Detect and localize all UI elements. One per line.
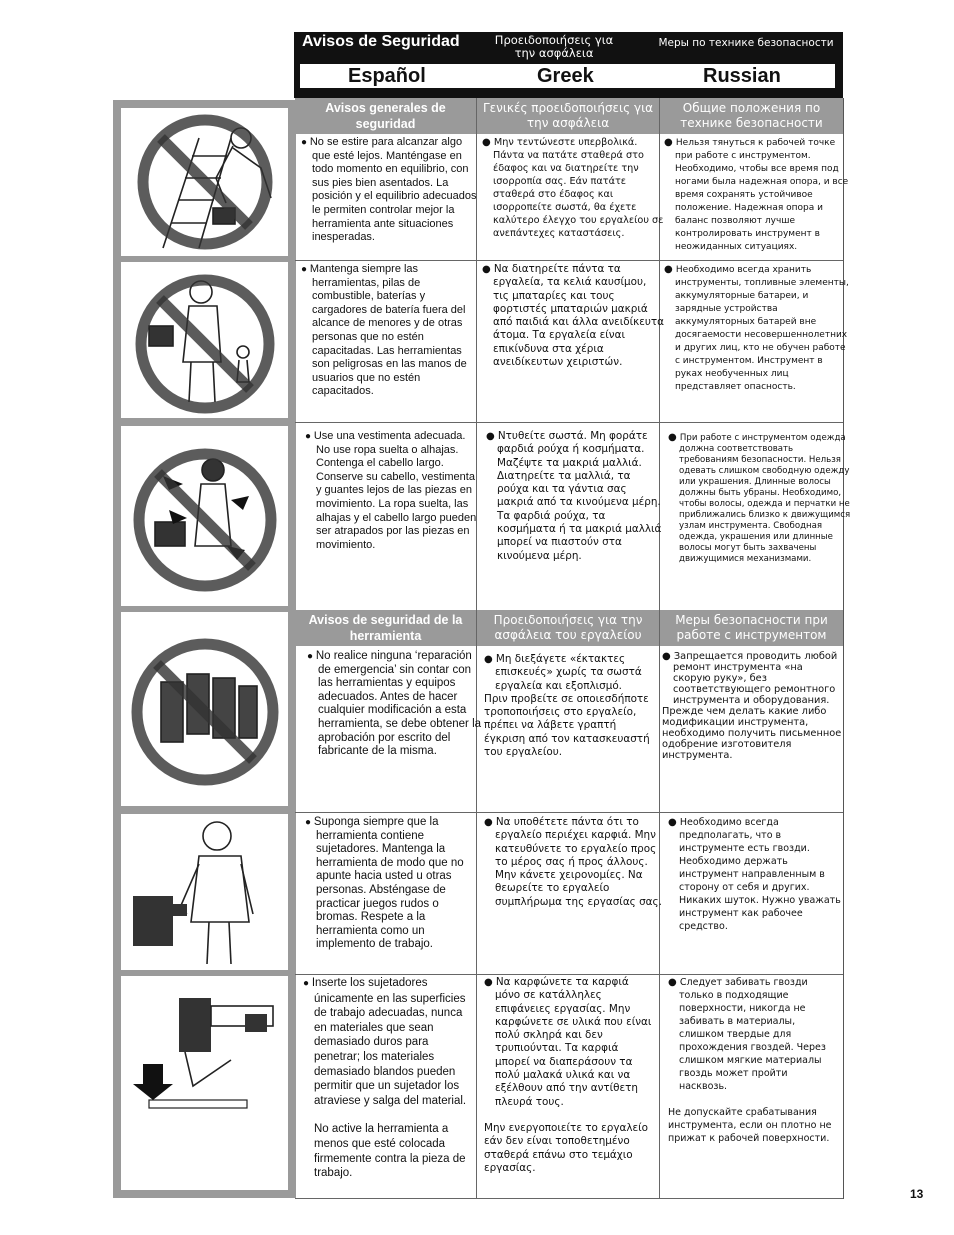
row1-gr: ● Μην τεντώνεστε υπερβολικά. Πάντα να πατάτε σταθερά στο έδαφος και να διατηρείτε την ισορροπία σας. Εάν πατάτε σταθερά στο έδαφος και ισορροπείτε σωστά, θα έχετε καλύτερο έλεγχο του εργαλείου σε ανεπάντεχες καταστάσεις. [482, 137, 664, 239]
header-title-ru: Меры по технике безопасности [658, 37, 834, 49]
lang-es: Español [348, 65, 426, 87]
row6-es-2: No active la herramienta a menos que esté colocada firmemente contra la pieza de trabajo. [314, 1123, 466, 1180]
row6-gr-2: Μην ενεργοποιείτε το εργαλείο εάν δεν είναι τοποθετημένο σταθερά επάνω στο τεμάχιο εργασίας. [484, 1121, 648, 1174]
section-general-es: Avisos generales de seguridad [325, 101, 446, 131]
page-number: 13 [910, 1187, 924, 1201]
safety-table [295, 98, 851, 1199]
header-title-gr: Προειδοποιήσεις για την ασφάλεια [494, 33, 614, 60]
row5-ru: ● Необходимо всегда предполагать, что в инструменте есть гвозди. Необходимо держать инструмент направленным в сторону от себя и других. Никаких шуток. Нужно уважать инструмент как рабочее средство. [668, 817, 841, 932]
row-divider [295, 1198, 843, 1199]
illustration-column [113, 100, 296, 1198]
row1-ru: ● Нельзя тянуться к рабочей точке при работе с инструментом. Необходимо, чтобы все время под ногами была надежная опора, и все время сохранять устойчивое положение. Надежная опора и баланс позволяют лучше контролировать инструмент в неожиданных ситуациях. [664, 137, 849, 252]
illustration-hold-tool [121, 814, 288, 970]
row6-gr: ● Να καρφώνετε τα καρφιά μόνο σε κατάλληλες επιφάνειες εργασίας. Μην καρφώνετε σε υλικά που είναι πολύ σκληρά και δεν τρυπιούνται. Τα καρφιά μπορεί να διαπεράσουν τα πολύ μαλακά υλικά και να εξέλθουν από την αντίθετη πλευρά τους. Μην ενεργοποιείτε το εργαλείο εάν δεν είναι τοποθετημένο σταθερά επάνω στο τεμάχιο εργασίας. [484, 976, 654, 1175]
illustration-no-repairs [121, 612, 288, 806]
prohibition-circle-icon [121, 262, 288, 418]
row6-es: ● Inserte los sujetadores únicamente en las superficies de trabajo adecuadas, nunca en materiales que sean demasiado duros para penetrar; los materiales demasiado blandos pueden permitir que un sujetador los atraviese y salga del material. No active la herramienta a menos que esté colocada firmemente contra la pieza de trabajo. [303, 976, 471, 1181]
row-divider [295, 260, 843, 261]
section-general-ru: Общие положения по технике безопасности [680, 101, 823, 130]
section-tool-gr: Προειδοποιήσεις για την ασφάλεια του εργαλείου [493, 613, 643, 642]
illustration-workpiece [121, 976, 288, 1190]
row3-ru: ● При работе с инструментом одежда должна соответствовать требованиям безопасности. Нельзя одевать слишком свободную одежду или украшения. Длинные волосы должны быть убраны. Необходимо, чтобы волосы, одежда и перчатки не приближались близко к движущимся узлам инструмента. Свободная одежда, украшения или длинные волосы могут быть захвачены движущимися механизмами. [668, 432, 851, 564]
lang-ru: Russian [703, 65, 781, 87]
row5-es: ● Suponga siempre que la herramienta contiene sujetadores. Mantenga la herramienta de modo que no apunte hacia usted u otras personas. Absténgase de practicar juegos rudos o bromas. Respete a la herramienta como un implemento de trabajo. [305, 816, 464, 951]
illustration-overreach [121, 108, 288, 256]
row-divider [295, 812, 843, 813]
nailer-on-workpiece-image [121, 976, 288, 1190]
section-header-tool [295, 610, 843, 646]
row5-gr: ● Να υποθέτετε πάντα ότι το εργαλείο περιέχει καρφιά. Μην κατευθύνετε το εργαλείο προς το μέρος σας ή προς άλλους. Μην κάνετε χειρονομίες. Να θεωρείτε το εργαλείο συμπλήρωμα της εργασίας σας. [484, 816, 662, 908]
row6-ru: ● Следует забивать гвозди только в подходящие поверхности, никогда не забивать в материалы, слишком твердые для прохождения гвоздей. Через слишком мягкие материалы гвоздь может пройти насквозь. Не допускайте срабатывания инструмента, если он плотно не прижат к рабочей поверхности. [668, 976, 838, 1145]
prohibition-circle-icon [121, 108, 288, 256]
row-divider [295, 974, 843, 975]
row2-es: ● Mantenga siempre las herramientas, pilas de combustible, baterías y cargadores de batería fuera del alcance de menores y de otras personas que no estén capacitadas. Las herramientas son peligrosas en las manos de usuarios que no estén capacitados. [301, 263, 467, 398]
prohibition-circle-icon [121, 612, 288, 806]
down-arrow-icon [133, 1064, 173, 1100]
page-header [294, 32, 843, 98]
row3-es: ● Use una vestimenta adecuada. No use ropa suelta o alhajas. Contenga el cabello largo. Conserve su cabello, vestimenta y guantes lejos de las piezas en movimiento. La ropa suelta, las alhajas y el cabello largo pueden ser atrapados por las piezas en movimiento. [305, 430, 477, 551]
row4-ru-2: Прежде чем делать какие либо модификации инструмента, необходимо получить письменное одобрение изготовителя инструмента. [662, 706, 842, 761]
section-header-general [295, 98, 843, 134]
row4-gr: ● Μη διεξάγετε «έκτακτες επισκευές» χωρίς τα σωστά εργαλεία και εξοπλισμό. Πριν προβείτε σε οποιεσδήποτε τροποποιήσεις στο εργαλείο, πρέπει να λάβετε γραπτή έγκριση από τον κατασκευαστή του εργαλείου. [484, 653, 656, 759]
header-title-es: Avisos de Seguridad [302, 33, 460, 50]
man-with-nailer-image [121, 814, 288, 970]
row6-ru-2: Не допускайте срабатывания инструмента, если он плотно не прижат к рабочей поверхности. [668, 1107, 832, 1144]
row4-es: ● No realice ninguna ‘reparación de emergencia’ sin contar con las herramientas y equipos adecuados. Antes de hacer cualquier modificación a esta herramienta, se debe obtener la aprobación por escrito del fabricante de la misma. [307, 650, 482, 758]
section-tool-ru: Меры безопасности при работе с инструментом [675, 613, 828, 642]
row-divider [295, 422, 843, 423]
section-tool-es: Avisos de seguridad de la herramienta [308, 613, 463, 643]
row4-gr-2: Πριν προβείτε σε οποιεσδήποτε τροποποιήσεις στο εργαλείο, πρέπει να λάβετε γραπτή έγκριση από τον κατασκευαστή του εργαλείου. [484, 692, 650, 759]
prohibition-circle-icon [121, 426, 288, 606]
illustration-children [121, 262, 288, 418]
language-bar [300, 64, 835, 88]
section-general-gr: Γενικές προειδοποιήσεις για την ασφάλεια [482, 101, 654, 130]
row2-gr: ● Να διατηρείτε πάντα τα εργαλεία, τα κελιά καυσίμου, τις μπαταρίες και τους φορτιστές μπαταριών μακριά από παιδιά και άλλα ανειδίκευτα άτομα. Τα εργαλεία είναι επικίνδυνα στα χέρια ανειδίκευτων χειριστών. [482, 263, 665, 369]
row4-ru: ● Запрещается проводить любой ремонт инструмента «на скорую руку», без соответствующего ремонтного инструмента и оборудования. Прежде чем делать какие либо модификации инструмента, необходимо получить письменное одобрение изготовителя инструмента. [662, 651, 842, 761]
row2-ru: ● Необходимо всегда хранить инструменты, топливные элементы, аккумуляторные батареи, и зарядные устройства аккумуляторных батарей вне досягаемости несовершеннолетних и других лиц, кто не обучен работе с инструментом. Инструмент в руках необученных лиц представляет опасность. [664, 264, 849, 392]
row3-gr: ● Ντυθείτε σωστά. Μη φοράτε φαρδιά ρούχα ή κοσμήματα. Μαζέψτε τα μακριά μαλλιά. Διατηρείτε τα μαλλιά, τα ρούχα και τα γάντια σας μακριά από τα κινούμενα μέρη. Τα φαρδιά ρούχα, τα κοσμήματα ή τα μακριά μαλλιά μπορεί να πιαστούν στα κινούμενα μέρη. [486, 430, 662, 562]
lang-gr: Greek [537, 65, 594, 87]
row1-es: ● No se estire para alcanzar algo que esté lejos. Manténgase en todo momento en equilibrio, con sus pies bien asentados. La posición y el equilibrio adecuados le permiten controlar mejor la herramienta ante situaciones inesperadas. [301, 136, 477, 244]
illustration-loose-clothing [121, 426, 288, 606]
